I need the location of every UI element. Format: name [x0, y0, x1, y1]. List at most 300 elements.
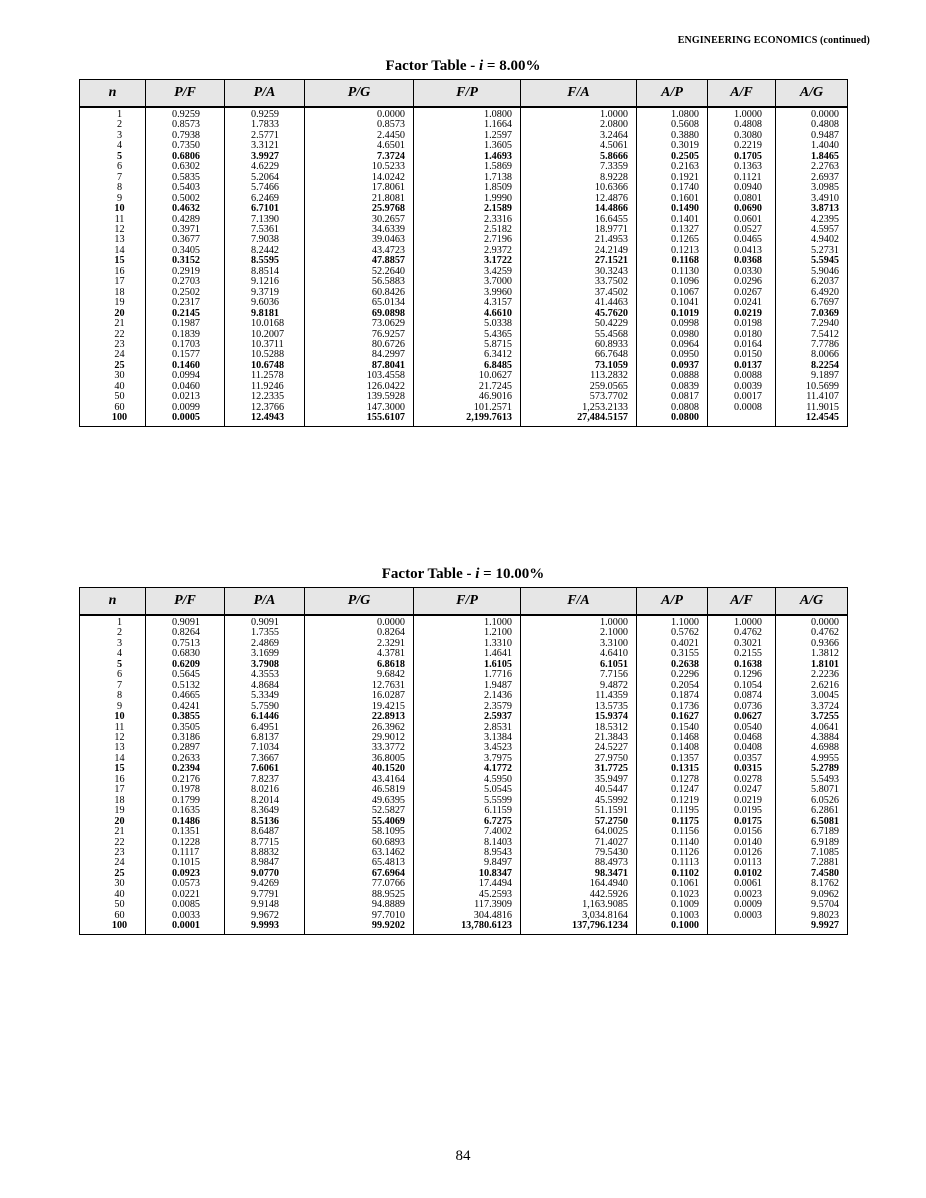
cell-p-g: 77.0766	[305, 879, 414, 889]
cell-a-f: 0.0241	[708, 298, 776, 308]
cell-f-a: 4.6410	[521, 649, 637, 659]
cell-a-f: 0.0195	[708, 806, 776, 816]
cell-a-g: 4.6988	[776, 743, 848, 753]
cell-n: 19	[80, 806, 146, 816]
cell-n: 20	[80, 309, 146, 319]
cell-p-a: 7.3667	[225, 754, 305, 764]
cell-p-a: 8.5595	[225, 256, 305, 266]
cell-f-a: 3.3100	[521, 639, 637, 649]
cell-p-a: 8.8832	[225, 848, 305, 858]
cell-p-f: 0.6302	[146, 162, 225, 172]
cell-p-f: 0.3186	[146, 733, 225, 743]
cell-a-p: 0.2163	[637, 162, 708, 172]
cell-f-a: 88.4973	[521, 858, 637, 868]
cell-p-a: 9.4269	[225, 879, 305, 889]
cell-f-a: 30.3243	[521, 267, 637, 277]
cell-p-g: 67.6964	[305, 869, 414, 879]
cell-a-p: 0.3019	[637, 141, 708, 151]
cell-a-f: 0.0088	[708, 371, 776, 381]
cell-a-g: 6.0526	[776, 796, 848, 806]
cell-f-a: 9.4872	[521, 681, 637, 691]
cell-a-g: 0.4762	[776, 628, 848, 638]
cell-p-f: 0.0099	[146, 403, 225, 413]
column-header-p-a: P/A	[225, 80, 305, 108]
cell-a-g: 11.4107	[776, 392, 848, 402]
cell-a-p: 0.3155	[637, 649, 708, 659]
cell-p-f: 0.1460	[146, 361, 225, 371]
cell-n: 22	[80, 330, 146, 340]
column-header-a-f: A/F	[708, 588, 776, 616]
cell-f-a: 164.4940	[521, 879, 637, 889]
cell-n: 40	[80, 382, 146, 392]
cell-f-a: 259.0565	[521, 382, 637, 392]
cell-p-f: 0.0994	[146, 371, 225, 381]
table-row	[80, 712, 848, 722]
cell-a-f: 0.0465	[708, 235, 776, 245]
cell-p-g: 126.0422	[305, 382, 414, 392]
table-row	[80, 162, 848, 172]
cell-p-g: 60.6893	[305, 838, 414, 848]
cell-a-g: 9.1897	[776, 371, 848, 381]
cell-a-f: 0.0874	[708, 691, 776, 701]
table-row	[80, 743, 848, 753]
cell-f-a: 11.4359	[521, 691, 637, 701]
cell-a-g: 3.3724	[776, 702, 848, 712]
cell-p-g: 2.4450	[305, 131, 414, 141]
cell-a-p: 0.1921	[637, 173, 708, 183]
cell-n: 19	[80, 298, 146, 308]
table-row	[80, 890, 848, 900]
cell-a-p: 0.1175	[637, 817, 708, 827]
table-row	[80, 403, 848, 413]
cell-a-p: 0.1195	[637, 806, 708, 816]
cell-f-a: 18.5312	[521, 723, 637, 733]
cell-a-p: 0.1601	[637, 194, 708, 204]
cell-a-p: 0.1102	[637, 869, 708, 879]
cell-p-g: 9.6842	[305, 670, 414, 680]
table-row	[80, 350, 848, 360]
cell-a-f: 0.0219	[708, 796, 776, 806]
cell-n: 2	[80, 120, 146, 130]
cell-p-a: 8.7715	[225, 838, 305, 848]
cell-a-g: 4.3884	[776, 733, 848, 743]
cell-f-p: 3.7000	[414, 277, 521, 287]
cell-p-a: 9.8181	[225, 309, 305, 319]
table-row	[80, 204, 848, 214]
cell-p-f: 0.3405	[146, 246, 225, 256]
cell-p-a: 8.8514	[225, 267, 305, 277]
cell-f-p: 3.4523	[414, 743, 521, 753]
table-row	[80, 194, 848, 204]
cell-n: 9	[80, 702, 146, 712]
cell-a-g: 6.5081	[776, 817, 848, 827]
cell-p-f: 0.0460	[146, 382, 225, 392]
cell-a-g: 2.6937	[776, 173, 848, 183]
cell-a-f: 0.0137	[708, 361, 776, 371]
cell-p-f: 0.3505	[146, 723, 225, 733]
cell-n: 13	[80, 235, 146, 245]
cell-a-f	[708, 921, 776, 934]
cell-p-g: 55.4069	[305, 817, 414, 827]
cell-p-g: 60.8426	[305, 288, 414, 298]
cell-p-g: 14.0242	[305, 173, 414, 183]
column-header-f-a: F/A	[521, 80, 637, 108]
cell-f-a: 41.4463	[521, 298, 637, 308]
factor-table	[79, 79, 848, 427]
cell-p-g: 139.5928	[305, 392, 414, 402]
cell-p-f: 0.5645	[146, 670, 225, 680]
cell-n: 24	[80, 858, 146, 868]
cell-a-g: 3.0045	[776, 691, 848, 701]
cell-a-p: 0.0950	[637, 350, 708, 360]
cell-f-a: 66.7648	[521, 350, 637, 360]
column-header-p-f: P/F	[146, 80, 225, 108]
cell-a-g: 4.0641	[776, 723, 848, 733]
table-row	[80, 649, 848, 659]
cell-p-a: 4.8684	[225, 681, 305, 691]
cell-f-a: 57.2750	[521, 817, 637, 827]
table-row	[80, 754, 848, 764]
cell-p-a: 8.5136	[225, 817, 305, 827]
cell-f-a: 2.1000	[521, 628, 637, 638]
cell-a-g: 7.7786	[776, 340, 848, 350]
cell-a-p: 0.1009	[637, 900, 708, 910]
title-interest-var: i	[475, 566, 480, 582]
cell-p-g: 21.8081	[305, 194, 414, 204]
cell-p-f: 0.5132	[146, 681, 225, 691]
table-row	[80, 817, 848, 827]
cell-p-f: 0.1987	[146, 319, 225, 329]
cell-p-g: 0.0000	[305, 107, 414, 120]
table-row	[80, 361, 848, 371]
cell-f-p: 2.7196	[414, 235, 521, 245]
cell-f-a: 51.1591	[521, 806, 637, 816]
cell-n: 18	[80, 288, 146, 298]
cell-a-g: 11.9015	[776, 403, 848, 413]
cell-a-p: 0.1736	[637, 702, 708, 712]
cell-a-p: 0.0998	[637, 319, 708, 329]
cell-a-f: 0.0267	[708, 288, 776, 298]
cell-p-g: 36.8005	[305, 754, 414, 764]
cell-p-a: 1.7355	[225, 628, 305, 638]
cell-p-a: 3.1699	[225, 649, 305, 659]
cell-a-f: 0.0357	[708, 754, 776, 764]
cell-n: 50	[80, 900, 146, 910]
cell-p-g: 26.3962	[305, 723, 414, 733]
cell-a-f: 0.1363	[708, 162, 776, 172]
cell-f-a: 442.5926	[521, 890, 637, 900]
cell-f-p: 1.5869	[414, 162, 521, 172]
cell-p-g: 2.3291	[305, 639, 414, 649]
cell-n: 8	[80, 183, 146, 193]
cell-a-p: 0.1540	[637, 723, 708, 733]
table-row	[80, 277, 848, 287]
column-header-n: n	[80, 80, 146, 108]
cell-a-f: 0.0468	[708, 733, 776, 743]
cell-p-g: 6.8618	[305, 660, 414, 670]
cell-a-g: 9.9927	[776, 921, 848, 934]
cell-f-a: 10.6366	[521, 183, 637, 193]
cell-a-p: 0.0817	[637, 392, 708, 402]
cell-p-g: 73.0629	[305, 319, 414, 329]
cell-f-p: 3.1722	[414, 256, 521, 266]
cell-p-f: 0.2703	[146, 277, 225, 287]
cell-p-g: 19.4215	[305, 702, 414, 712]
cell-p-g: 87.8041	[305, 361, 414, 371]
cell-f-p: 1.8509	[414, 183, 521, 193]
cell-f-p: 45.2593	[414, 890, 521, 900]
cell-a-g: 0.0000	[776, 107, 848, 120]
cell-p-a: 11.9246	[225, 382, 305, 392]
cell-f-p: 2,199.7613	[414, 413, 521, 426]
cell-a-p: 0.1874	[637, 691, 708, 701]
cell-f-a: 573.7702	[521, 392, 637, 402]
cell-a-g: 5.5493	[776, 775, 848, 785]
cell-n: 18	[80, 796, 146, 806]
cell-a-g: 6.7189	[776, 827, 848, 837]
cell-p-g: 52.5827	[305, 806, 414, 816]
cell-p-a: 2.4869	[225, 639, 305, 649]
cell-f-p: 2.3579	[414, 702, 521, 712]
cell-f-a: 27.9750	[521, 754, 637, 764]
cell-f-p: 10.8347	[414, 869, 521, 879]
cell-n: 23	[80, 848, 146, 858]
cell-a-f: 0.0023	[708, 890, 776, 900]
table-row	[80, 733, 848, 743]
cell-f-a: 45.7620	[521, 309, 637, 319]
cell-a-p: 0.0937	[637, 361, 708, 371]
table-row	[80, 298, 848, 308]
cell-f-p: 1.3310	[414, 639, 521, 649]
cell-f-p: 2.5937	[414, 712, 521, 722]
cell-n: 7	[80, 173, 146, 183]
cell-p-a: 1.7833	[225, 120, 305, 130]
table-row	[80, 911, 848, 921]
cell-a-g: 9.8023	[776, 911, 848, 921]
cell-n: 12	[80, 733, 146, 743]
cell-a-g: 7.0369	[776, 309, 848, 319]
cell-p-g: 12.7631	[305, 681, 414, 691]
cell-f-a: 5.8666	[521, 152, 637, 162]
cell-p-g: 69.0898	[305, 309, 414, 319]
cell-p-f: 0.4665	[146, 691, 225, 701]
cell-a-f: 0.0527	[708, 225, 776, 235]
table-body	[80, 615, 848, 934]
cell-p-a: 6.1446	[225, 712, 305, 722]
cell-f-p: 13,780.6123	[414, 921, 521, 934]
cell-f-a: 45.5992	[521, 796, 637, 806]
cell-p-f: 0.0573	[146, 879, 225, 889]
cell-f-a: 79.5430	[521, 848, 637, 858]
cell-a-f: 0.0156	[708, 827, 776, 837]
cell-f-a: 1,163.9085	[521, 900, 637, 910]
cell-p-g: 10.5233	[305, 162, 414, 172]
table-row	[80, 796, 848, 806]
cell-f-p: 5.5599	[414, 796, 521, 806]
cell-a-g: 0.4808	[776, 120, 848, 130]
table-row	[80, 838, 848, 848]
cell-f-p: 10.0627	[414, 371, 521, 381]
cell-p-a: 9.3719	[225, 288, 305, 298]
cell-p-g: 0.8264	[305, 628, 414, 638]
cell-a-g: 6.4920	[776, 288, 848, 298]
table-title	[79, 58, 847, 75]
cell-p-f: 0.1839	[146, 330, 225, 340]
cell-f-p: 1.4693	[414, 152, 521, 162]
cell-p-f: 0.5835	[146, 173, 225, 183]
cell-a-f: 0.1296	[708, 670, 776, 680]
cell-a-g: 1.3812	[776, 649, 848, 659]
table-row	[80, 691, 848, 701]
cell-a-f: 0.0940	[708, 183, 776, 193]
cell-a-f: 0.0801	[708, 194, 776, 204]
cell-a-f: 0.0126	[708, 848, 776, 858]
cell-p-g: 4.3781	[305, 649, 414, 659]
cell-n: 40	[80, 890, 146, 900]
cell-a-f: 0.0368	[708, 256, 776, 266]
table-row	[80, 225, 848, 235]
cell-p-a: 8.6487	[225, 827, 305, 837]
cell-f-a: 50.4229	[521, 319, 637, 329]
cell-a-f: 0.0009	[708, 900, 776, 910]
cell-p-g: 58.1095	[305, 827, 414, 837]
cell-p-f: 0.2394	[146, 764, 225, 774]
cell-n: 15	[80, 256, 146, 266]
cell-f-p: 117.3909	[414, 900, 521, 910]
cell-f-p: 1.1000	[414, 615, 521, 628]
cell-p-f: 0.6209	[146, 660, 225, 670]
cell-f-a: 7.3359	[521, 162, 637, 172]
cell-a-g: 10.5699	[776, 382, 848, 392]
cell-a-f: 0.0540	[708, 723, 776, 733]
cell-f-p: 1.9487	[414, 681, 521, 691]
cell-a-p: 0.5608	[637, 120, 708, 130]
cell-n: 6	[80, 162, 146, 172]
cell-f-a: 1.0000	[521, 107, 637, 120]
cell-p-a: 8.9847	[225, 858, 305, 868]
cell-f-p: 4.3157	[414, 298, 521, 308]
cell-f-a: 1,253.2133	[521, 403, 637, 413]
cell-p-g: 80.6726	[305, 340, 414, 350]
cell-a-p: 0.1327	[637, 225, 708, 235]
cell-f-p: 304.4816	[414, 911, 521, 921]
table-row	[80, 256, 848, 266]
cell-n: 17	[80, 277, 146, 287]
cell-p-a: 7.6061	[225, 764, 305, 774]
cell-a-p: 0.3880	[637, 131, 708, 141]
cell-a-g: 7.5412	[776, 330, 848, 340]
cell-f-a: 64.0025	[521, 827, 637, 837]
cell-p-f: 0.9091	[146, 615, 225, 628]
cell-n: 16	[80, 267, 146, 277]
cell-p-a: 6.4951	[225, 723, 305, 733]
cell-a-f: 0.0164	[708, 340, 776, 350]
cell-a-p: 0.1265	[637, 235, 708, 245]
cell-f-p: 5.4365	[414, 330, 521, 340]
cell-a-g: 5.5945	[776, 256, 848, 266]
cell-f-p: 1.9990	[414, 194, 521, 204]
cell-a-g: 5.9046	[776, 267, 848, 277]
cell-f-p: 6.7275	[414, 817, 521, 827]
cell-a-f: 0.0140	[708, 838, 776, 848]
cell-f-p: 5.8715	[414, 340, 521, 350]
page-number: 84	[455, 1148, 471, 1164]
table-row	[80, 702, 848, 712]
cell-p-a: 4.3553	[225, 670, 305, 680]
cell-f-p: 3.4259	[414, 267, 521, 277]
cell-a-f: 0.0601	[708, 215, 776, 225]
cell-n: 100	[80, 921, 146, 934]
cell-p-g: 76.9257	[305, 330, 414, 340]
cell-n: 3	[80, 639, 146, 649]
table-row	[80, 330, 848, 340]
cell-a-f: 0.1121	[708, 173, 776, 183]
cell-p-f: 0.3855	[146, 712, 225, 722]
cell-p-g: 84.2997	[305, 350, 414, 360]
cell-p-f: 0.2317	[146, 298, 225, 308]
cell-p-f: 0.0221	[146, 890, 225, 900]
cell-f-a: 24.2149	[521, 246, 637, 256]
table-row	[80, 681, 848, 691]
cell-a-p: 0.1126	[637, 848, 708, 858]
cell-a-f: 1.0000	[708, 107, 776, 120]
cell-p-a: 10.6748	[225, 361, 305, 371]
cell-p-g: 65.0134	[305, 298, 414, 308]
cell-f-a: 60.8933	[521, 340, 637, 350]
table-row	[80, 660, 848, 670]
title-suffix: = 10.00%	[479, 566, 545, 582]
column-header-p-g: P/G	[305, 588, 414, 616]
cell-p-f: 0.1978	[146, 785, 225, 795]
table-row	[80, 215, 848, 225]
cell-p-g: 43.4164	[305, 775, 414, 785]
cell-a-f: 0.0102	[708, 869, 776, 879]
cell-p-a: 0.9259	[225, 107, 305, 120]
cell-f-p: 2.5182	[414, 225, 521, 235]
factor-table	[79, 587, 848, 935]
table-row	[80, 371, 848, 381]
header-row	[80, 588, 848, 616]
cell-p-g: 88.9525	[305, 890, 414, 900]
cell-f-p: 7.4002	[414, 827, 521, 837]
cell-a-g: 2.6216	[776, 681, 848, 691]
cell-p-f: 0.4289	[146, 215, 225, 225]
cell-a-g: 12.4545	[776, 413, 848, 426]
cell-n: 5	[80, 152, 146, 162]
table-row	[80, 775, 848, 785]
cell-f-a: 12.4876	[521, 194, 637, 204]
cell-f-a: 24.5227	[521, 743, 637, 753]
cell-a-p: 0.1213	[637, 246, 708, 256]
table-row	[80, 858, 848, 868]
cell-p-f: 0.8264	[146, 628, 225, 638]
cell-p-f: 0.0213	[146, 392, 225, 402]
cell-p-f: 0.0005	[146, 413, 225, 426]
table-row	[80, 848, 848, 858]
cell-a-g: 1.8465	[776, 152, 848, 162]
cell-n: 14	[80, 246, 146, 256]
cell-p-a: 12.4943	[225, 413, 305, 426]
cell-n: 3	[80, 131, 146, 141]
table-row	[80, 615, 848, 628]
cell-p-a: 11.2578	[225, 371, 305, 381]
table-body	[80, 107, 848, 426]
cell-a-g: 6.2861	[776, 806, 848, 816]
cell-f-p: 6.1159	[414, 806, 521, 816]
cell-f-p: 1.3605	[414, 141, 521, 151]
cell-p-f: 0.0033	[146, 911, 225, 921]
table-row	[80, 392, 848, 402]
